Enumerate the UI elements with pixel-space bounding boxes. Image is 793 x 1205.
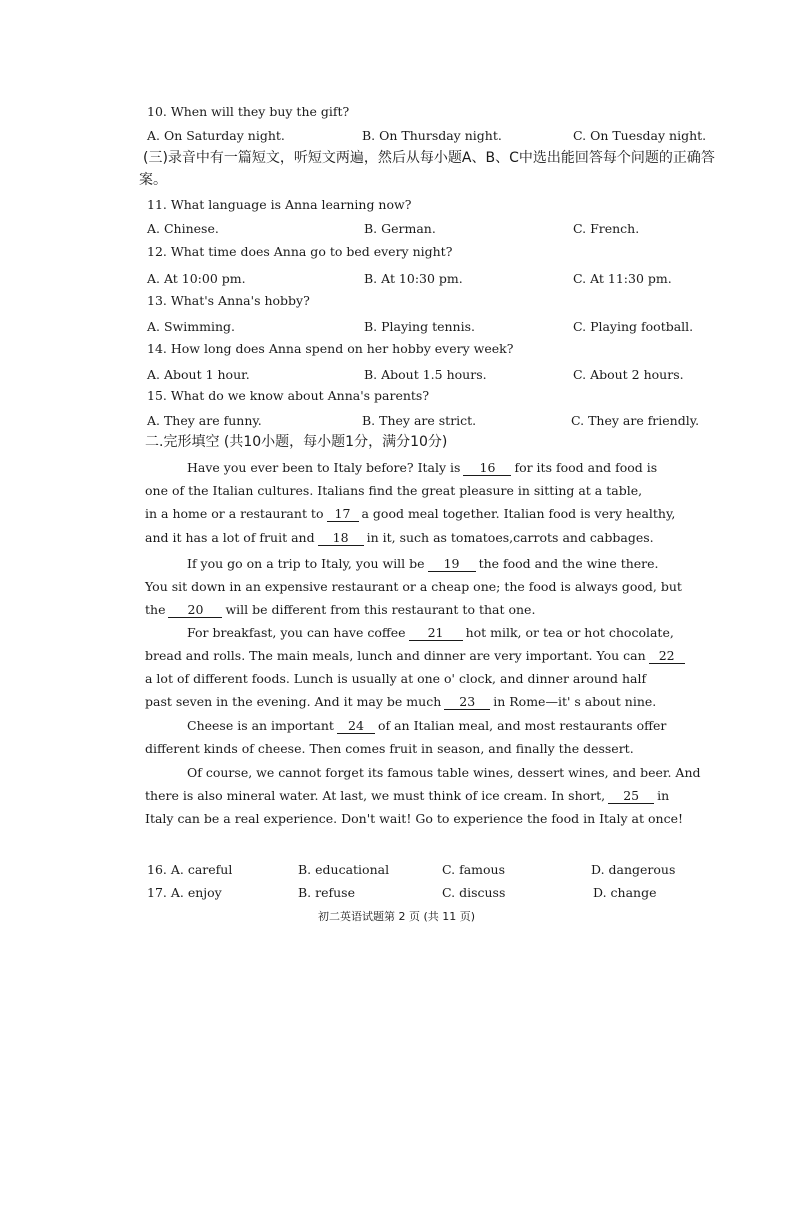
question-13-option-c: C. Playing football. [573,319,694,334]
question-14-option-c: C. About 2 hours. [573,367,684,382]
page-footer: 初二英语试题第 2 页 (共 11 页) [317,910,476,923]
question-17-option-a: 17. A. enjoy [147,885,222,900]
section-3-instructions-line1: (三)录音中有一篇短文，听短文两遍，然后从每小题A、B、C中选出能回答每个问题的正确答 [143,150,715,166]
question-14-stem: 14. How long does Anna spend on her hobby every week? [147,341,514,356]
question-15-option-b: B. They are strict. [362,413,477,428]
blank-23: 23 [444,694,490,710]
passage-line: there is also mineral water. At last, we must think of ice cream. In short, 25 in [145,788,670,803]
question-13-stem: 13. What's Anna's hobby? [147,293,310,308]
blank-20: 20 [168,602,222,618]
question-11-stem: 11. What language is Anna learning now? [147,197,412,212]
passage-line: a lot of different foods. Lunch is usually at one o' clock, and dinner around half [145,671,647,686]
blank-19: 19 [428,556,476,572]
question-10-option-b: B. On Thursday night. [362,128,502,143]
passage-line: Of course, we cannot forget its famous table wines, dessert wines, and beer. And [187,765,701,780]
question-12-option-a: A. At 10:00 pm. [147,271,246,286]
question-13-option-a: A. Swimming. [147,319,235,334]
question-16-option-d: D. dangerous [591,862,676,877]
passage-line: the 20 will be different from this restaurant to that one. [145,602,536,617]
blank-25: 25 [608,788,654,804]
question-12-stem: 12. What time does Anna go to bed every night? [147,244,453,259]
question-15-stem: 15. What do we know about Anna's parents? [147,388,430,403]
question-17-option-c: C. discuss [442,885,506,900]
passage-line: bread and rolls. The main meals, lunch and dinner are very important. You can 22 [145,648,688,664]
passage-line: Cheese is an important 24 of an Italian meal, and most restaurants offer [187,718,667,733]
question-10-stem: 10. When will they buy the gift? [147,104,350,119]
question-15-option-a: A. They are funny. [147,413,262,428]
blank-21: 21 [409,625,463,641]
passage-line: and it has a lot of fruit and 18 in it, such as tomatoes,carrots and cabbages. [145,530,654,545]
passage-line: past seven in the evening. And it may be much 23 in Rome—it' s about nine. [145,694,657,709]
passage-line: Italy can be a real experience. Don't wait! Go to experience the food in Italy at once! [145,811,683,826]
question-10-option-a: A. On Saturday night. [147,128,285,143]
passage-line: one of the Italian cultures. Italians find the great pleasure in sitting at a table, [145,483,643,498]
question-16-option-c: C. famous [442,862,505,877]
question-10-option-c: C. On Tuesday night. [573,128,707,143]
question-16-option-b: B. educational [298,862,390,877]
passage-line: For breakfast, you can have coffee 21 hot milk, or tea or hot chocolate, [187,625,674,640]
blank-18: 18 [318,530,364,546]
question-14-option-b: B. About 1.5 hours. [364,367,487,382]
passage-line: Have you ever been to Italy before? Italy is 16 for its food and food is [187,460,658,475]
passage-line: different kinds of cheese. Then comes fruit in season, and finally the dessert. [145,741,634,756]
passage-line: in a home or a restaurant to 17 a good meal together. Italian food is very healthy, [145,506,676,521]
question-11-option-c: C. French. [573,221,640,236]
blank-22: 22 [649,648,685,664]
passage-line: If you go on a trip to Italy, you will be 19 the food and the wine there. [187,556,659,571]
question-12-option-b: B. At 10:30 pm. [364,271,463,286]
question-12-option-c: C. At 11:30 pm. [573,271,672,286]
passage-line: You sit down in an expensive restaurant or a cheap one; the food is always good, but [145,579,682,594]
blank-16: 16 [463,460,511,476]
question-16-option-a: 16. A. careful [147,862,233,877]
cloze-section-header: 二.完形填空 (共10小题，每小题1分，满分10分) [145,434,448,450]
question-17-option-b: B. refuse [298,885,355,900]
section-3-instructions-line2: 案。 [139,172,167,188]
blank-24: 24 [337,718,375,734]
question-14-option-a: A. About 1 hour. [147,367,250,382]
question-15-option-c: C. They are friendly. [571,413,700,428]
question-13-option-b: B. Playing tennis. [364,319,475,334]
blank-17: 17 [327,506,359,522]
question-11-option-b: B. German. [364,221,436,236]
question-11-option-a: A. Chinese. [147,221,219,236]
question-17-option-d: D. change [593,885,657,900]
